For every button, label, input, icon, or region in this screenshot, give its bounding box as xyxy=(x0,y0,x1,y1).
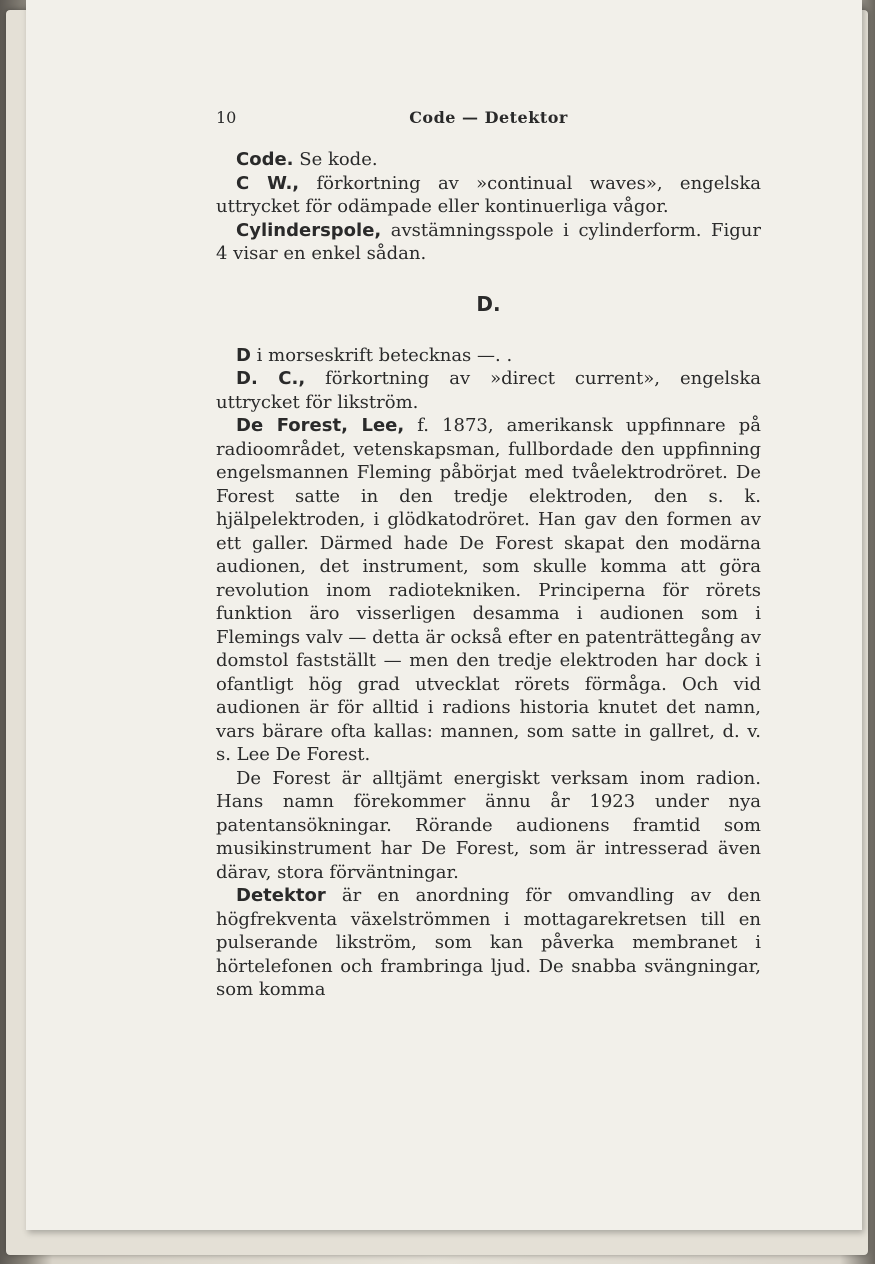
entry-term: C W., xyxy=(236,172,300,194)
entry-text: förkortning av »direct current», engelska uttrycket för likström. xyxy=(216,368,762,413)
entry-de-forest-continued xyxy=(216,767,761,885)
page-content xyxy=(216,108,761,1002)
entry-cylinderspole xyxy=(216,219,761,266)
entry-term: De Forest, Lee, xyxy=(236,415,405,436)
entry-cw xyxy=(216,172,761,219)
entry-term: D xyxy=(236,344,251,366)
running-header xyxy=(216,108,761,134)
entry-detektor xyxy=(216,884,761,1002)
entry-d xyxy=(216,344,761,368)
running-title: Code — Detektor xyxy=(409,108,568,127)
entry-dc xyxy=(216,367,761,414)
entry-text: De Forest är alltjämt energiskt verksam inom radion. Hans namn förekommer ännu år 1923 under nya patentansökningar. Rörande audionens framtid som musikinstrument har De Forest, som är intresserad även därav, stora förväntningar. xyxy=(216,767,761,883)
entry-text: avstämningsspole i cylinderform. Figur 4 visar en enkel sådan. xyxy=(216,219,761,264)
entry-text: Se kode. xyxy=(293,149,378,170)
book-page xyxy=(26,0,862,1230)
entry-code xyxy=(216,148,761,172)
entry-text: i morseskrift betecknas —. . xyxy=(250,344,513,366)
entry-text: är en anordning för omvandling av den högfrekventa växelströmmen i mottagarekretsen till en pulserande likström, som kan påverka membranet i hörtelefonen och frambringa ljud. De snabba svängningar, som komma xyxy=(216,885,761,1000)
entry-term: Cylinderspole, xyxy=(236,219,382,241)
entry-text: f. 1873, amerikansk uppfinnare på radioområdet, vetenskapsman, fullbordade den uppfinning engelsmannen Fleming påbörjat med tvåelektrodröret. De Forest satte in den tredje elektroden, den s. k. hjälpelektroden, i glödkatodröret. Han gav den formen av ett galler. Därmed hade De Forest skapat den modärna audionen, det instrument, som skulle komma att göra revolution inom radiotekniken. Principerna för rörets funktion äro visserligen desamma i audionen som i Flemings valv — detta är också efter en patenträttegång av domstol fastställt — men den tredje elektroden har dock i ofantligt hög grad utvecklat rörets förmåga. Och vid audionen är för alltid i radions historia knutet det namn, vars bärare ofta kallas: mannen, som satte in gallret, d. v. s. Lee De Forest. xyxy=(216,415,761,765)
entry-term: D. C., xyxy=(236,368,306,389)
entry-term: Code. xyxy=(236,149,294,170)
entry-text: förkortning av »continual waves», engelska uttrycket för odämpade eller kontinuerliga vågor. xyxy=(216,172,761,217)
entry-de-forest xyxy=(216,414,761,767)
page-number: 10 xyxy=(216,108,237,127)
section-heading: D. xyxy=(476,291,501,316)
entry-term: Detektor xyxy=(236,885,326,906)
